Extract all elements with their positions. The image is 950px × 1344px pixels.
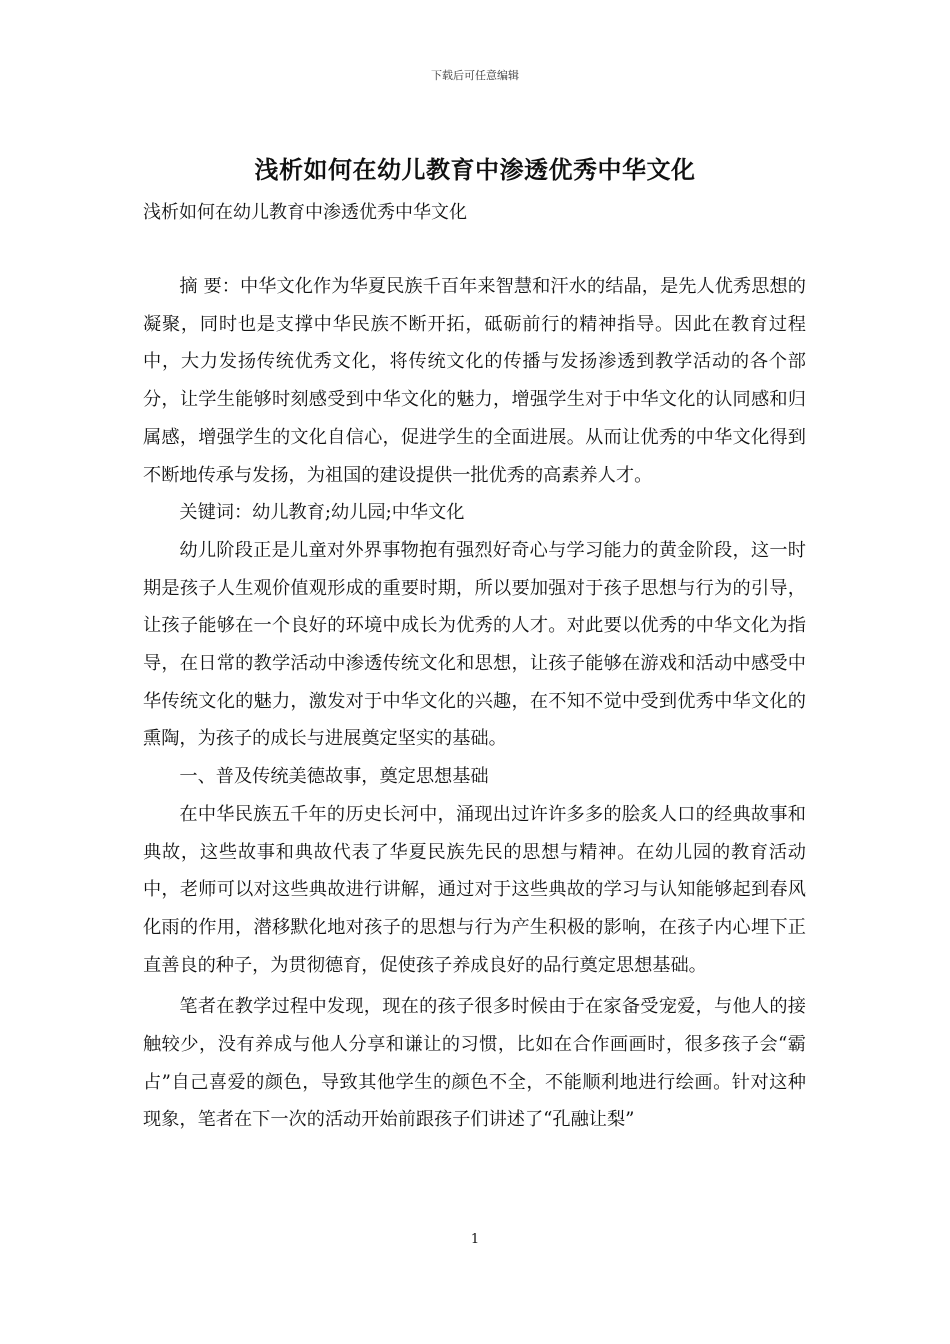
header-note: 下载后可任意编辑 bbox=[431, 69, 519, 82]
intro-paragraph: 幼儿阶段正是儿童对外界事物抱有强烈好奇心与学习能力的黄金阶段，这一时期是孩子人生观价值观形成的重要时期，所以要加强对于孩子思想与行为的引导，让孩子能够在一个良好的环境中成长为优秀的人才。对此要以优秀的中华文化为指导，在日常的教学活动中渗透传统文化和思想，让孩子能够在游戏和活动中感受中华传统文化的魅力，激发对于中华文化的兴趣，在不知不觉中受到优秀中华文化的熏陶，为孩子的成长与进展奠定坚实的基础。 bbox=[143, 539, 806, 750]
section-paragraph: 笔者在教学过程中发现，现在的孩子很多时候由于在家备受宠爱，与他人的接触较少，没有养成与他人分享和谦让的习惯，比如在合作画画时，很多孩子会“霸占”自己喜爱的颜色，导致其他学生的颜色不全，不能顺利地进行绘画。针对这种现象，笔者在下一次的活动开始前跟孩子们讲述了“孔融让梨” bbox=[143, 996, 806, 1131]
document-body bbox=[143, 268, 806, 1139]
section-heading: 一、普及传统美德故事，奠定思想基础 bbox=[179, 766, 489, 788]
document-title: 浅析如何在幼儿教育中渗透优秀中华文化 bbox=[254, 156, 696, 184]
abstract-paragraph: 摘 要：中华文化作为华夏民族千百年来智慧和汗水的结晶，是先人优秀思想的凝聚，同时也是支撑中华民族不断开拓，砥砺前行的精神指导。因此在教育过程中，大力发扬传统优秀文化，将传统文化的传播与发扬渗透到教学活动的各个部分，让学生能够时刻感受到中华文化的魅力，增强学生对于中华文化的认同感和归属感，增强学生的文化自信心，促进学生的全面进展。从而让优秀的中华文化得到不断地传承与发扬，为祖国的建设提供一批优秀的高素养人才。 bbox=[143, 276, 806, 486]
document-subtitle: 浅析如何在幼儿教育中渗透优秀中华文化 bbox=[143, 202, 467, 223]
keywords-paragraph: 关键词：幼儿教育;幼儿园;中华文化 bbox=[179, 502, 465, 524]
section-paragraph: 在中华民族五千年的历史长河中，涌现出过许许多多的脍炙人口的经典故事和典故，这些故事和典故代表了华夏民族先民的思想与精神。在幼儿园的教育活动中，老师可以对这些典故进行讲解，通过对于这些典故的学习与认知能够起到春风化雨的作用，潜移默化地对孩子的思想与行为产生积极的影响，在孩子内心埋下正直善良的种子，为贯彻德育，促使孩子养成良好的品行奠定思想基础。 bbox=[143, 803, 806, 976]
page-number: 1 bbox=[470, 1232, 480, 1247]
